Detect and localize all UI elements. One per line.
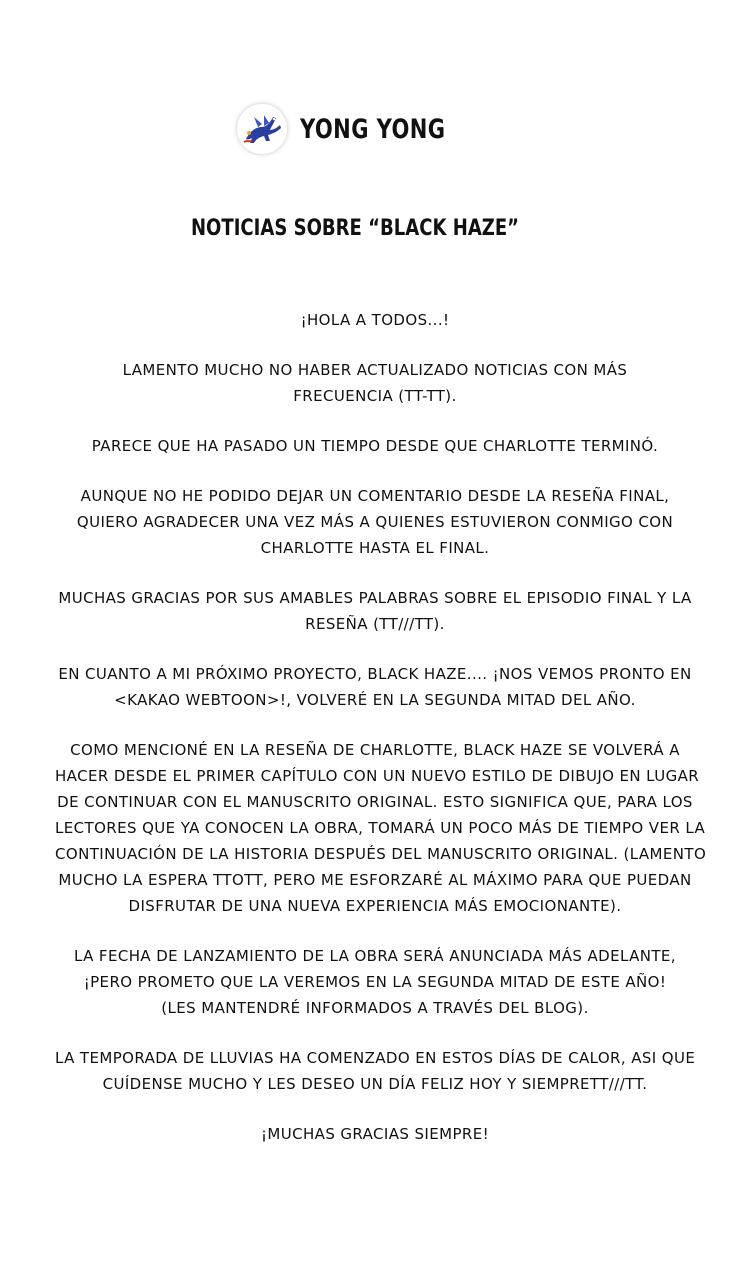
text-line: LA TEMPORADA DE LLUVIAS HA COMENZADO EN ESTOS DÍAS DE CALOR, ASI QUE bbox=[55, 1049, 696, 1067]
page-title: NOTICIAS SOBRE “BLACK HAZE” bbox=[190, 216, 520, 241]
paragraph-remake bbox=[55, 737, 707, 919]
text-line: CHARLOTTE HASTA EL FINAL. bbox=[260, 539, 490, 557]
paragraph-charlotte-ended bbox=[55, 433, 695, 459]
text-line: <KAKAO WEBTOON>!, VOLVERÉ EN LA SEGUNDA MITAD DEL AÑO. bbox=[114, 691, 636, 709]
text-line: (LES MANTENDRÉ INFORMADOS A TRAVÉS DEL BLOG). bbox=[161, 999, 589, 1017]
author-name: YONG YONG bbox=[300, 113, 446, 145]
text-line: RESEÑA (TT///TT). bbox=[305, 615, 445, 633]
text-line: LAMENTO MUCHO NO HABER ACTUALIZADO NOTICIAS CON MÁS bbox=[122, 361, 628, 379]
avatar bbox=[236, 103, 288, 155]
text-line: FRECUENCIA (TT-TT). bbox=[293, 387, 457, 405]
text-line: DISFRUTAR DE UNA NUEVA EXPERIENCIA MÁS EMOCIONANTE). bbox=[128, 897, 622, 915]
text-line: LA FECHA DE LANZAMIENTO DE LA OBRA SERÁ ANUNCIADA MÁS ADELANTE, bbox=[74, 947, 676, 965]
text-line: QUIERO AGRADECER UNA VEZ MÁS A QUIENES ESTUVIERON CONMIGO CON bbox=[76, 513, 674, 531]
text-line: DE CONTINUAR CON EL MANUSCRITO ORIGINAL. ESTO SIGNIFICA QUE, PARA LOS bbox=[57, 793, 693, 811]
paragraph-thanks bbox=[55, 483, 695, 561]
text-line: ¡HOLA A TODOS...! bbox=[300, 311, 450, 329]
paragraph-apology bbox=[55, 357, 695, 409]
text-line: COMO MENCIONÉ EN LA RESEÑA DE CHARLOTTE, BLACK HAZE SE VOLVERÁ A bbox=[70, 741, 680, 759]
paragraph-next-project bbox=[55, 661, 695, 713]
text-line: CUÍDENSE MUCHO Y LES DESEO UN DÍA FELIZ HOY Y SIEMPRETT///TT. bbox=[102, 1075, 648, 1093]
paragraph-closing bbox=[55, 1121, 695, 1147]
text-line: CONTINUACIÓN DE LA HISTORIA DESPUÉS DEL MANUSCRITO ORIGINAL. (LAMENTO bbox=[55, 845, 707, 863]
author-header bbox=[236, 102, 487, 156]
paragraph-rainy-season bbox=[55, 1045, 695, 1097]
paragraph-kind-words bbox=[55, 585, 695, 637]
text-line: PARECE QUE HA PASADO UN TIEMPO DESDE QUE CHARLOTTE TERMINÓ. bbox=[91, 437, 659, 455]
text-line: HACER DESDE EL PRIMER CAPÍTULO CON UN NUEVO ESTILO DE DIBUJO EN LUGAR bbox=[55, 767, 700, 785]
dragon-icon bbox=[240, 109, 284, 149]
text-line: ¡PERO PROMETO QUE LA VEREMOS EN LA SEGUNDA MITAD DE ESTE AÑO! bbox=[83, 973, 667, 991]
text-line: ¡MUCHAS GRACIAS SIEMPRE! bbox=[260, 1125, 490, 1143]
text-line: MUCHO LA ESPERA TTOTT, PERO ME ESFORZARÉ AL MÁXIMO PARA QUE PUEDAN bbox=[58, 871, 692, 889]
notice-body bbox=[0, 307, 750, 1171]
text-line: MUCHAS GRACIAS POR SUS AMABLES PALABRAS SOBRE EL EPISODIO FINAL Y LA bbox=[58, 589, 692, 607]
text-line: LECTORES QUE YA CONOCEN LA OBRA, TOMARÁ UN POCO MÁS DE TIEMPO VER LA bbox=[55, 819, 706, 837]
text-line: AUNQUE NO HE PODIDO DEJAR UN COMENTARIO DESDE LA RESEÑA FINAL, bbox=[80, 487, 670, 505]
paragraph-greeting bbox=[55, 307, 695, 333]
text-line: EN CUANTO A MI PRÓXIMO PROYECTO, BLACK HAZE.... ¡NOS VEMOS PRONTO EN bbox=[58, 665, 692, 683]
paragraph-release-date bbox=[55, 943, 695, 1021]
